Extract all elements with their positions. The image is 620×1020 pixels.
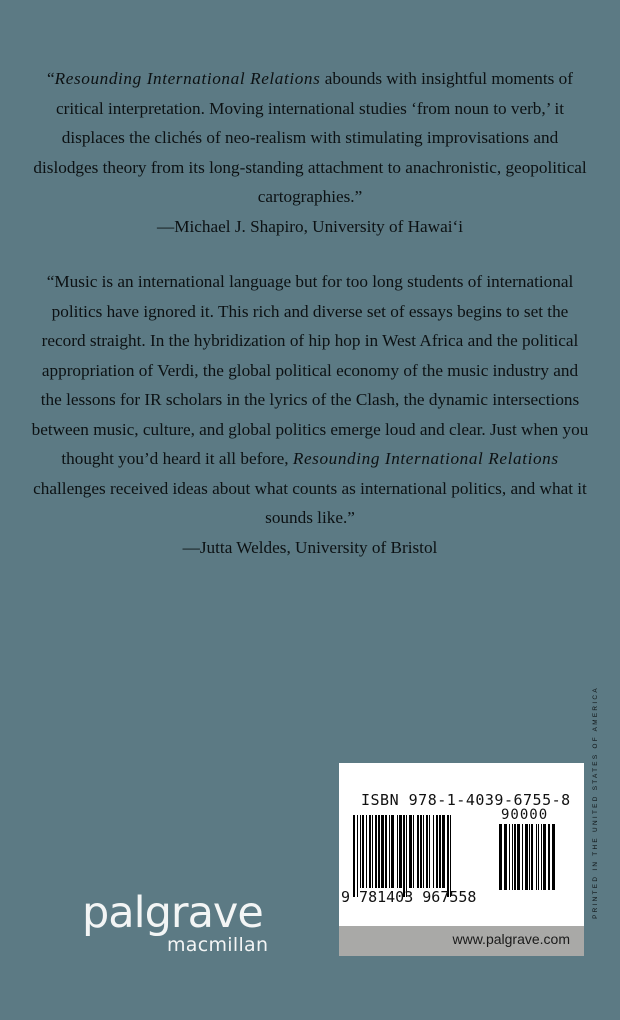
printed-in-imprint [586,650,604,955]
blurb-attribution: —Jutta Weldes, University of Bristol [182,537,438,557]
blurb-quote-text: “Music is an international language but for too long students of international politics have ignored it. This rich and diverse set of essays begins to set the record straight. In the hybridization of hip hop in West Africa and the political appropriation of Verdi, the global political economy of the music industry and the lessons for IR scholars in the lyrics of the Clash, the dynamic intersections between music, culture, and global politics emerge loud and clear. Just when you thought you’d heard it all before, [31,272,589,468]
ean-digits: 9 781403 967558 [341,888,477,906]
book-title: Resounding International Relations [54,69,321,88]
website-strip [339,926,584,956]
barcode-gap [555,824,556,897]
barcode-panel [339,763,584,956]
ean-barcode [353,815,452,895]
blurb-quote-text: abounds with insightful moments of critical interpretation. Moving international studies ‘from noun to verb,’ it displaces the clichés of neo-realism with stimulating improvisations and dislodges theory from its long-standing attachment to anachronistic, geopolitical cartographies.” [33,69,587,206]
blurb-quote-shapiro [30,64,590,241]
publisher-imprint: macmillan [167,934,269,956]
isbn-label: ISBN 978-1-4039-6755-8 [361,791,571,809]
blurb-quote-body [30,267,590,533]
blurb-quote-text: challenges received ideas about what counts as international politics, and what it sounds like.” [33,478,587,527]
price-addon-digits: 90000 [501,807,549,823]
blurb-attribution: —Michael J. Shapiro, University of Hawai‘i [157,216,463,236]
publisher-logo [82,888,269,956]
addon-barcode [499,824,556,897]
blurb-quote-body: “Resounding International Relations abounds with insightful moments of critical interpretation. Moving international studies ‘from noun to verb,’ it displaces the clichés of neo-realism with stimulating improvisations and dislodges theory from its long-standing attachment to anachronistic, geopolitical cartographies.” [33,69,587,206]
imprint-text: PRINTED IN THE UNITED STATES OF AMERICA [591,686,599,919]
book-title: Resounding International Relations [292,449,559,468]
barcode-gap [451,815,452,888]
publisher-website: www.palgrave.com [452,931,570,947]
publisher-name: palgrave [82,888,263,938]
blurb-quote-weldes [30,267,590,562]
